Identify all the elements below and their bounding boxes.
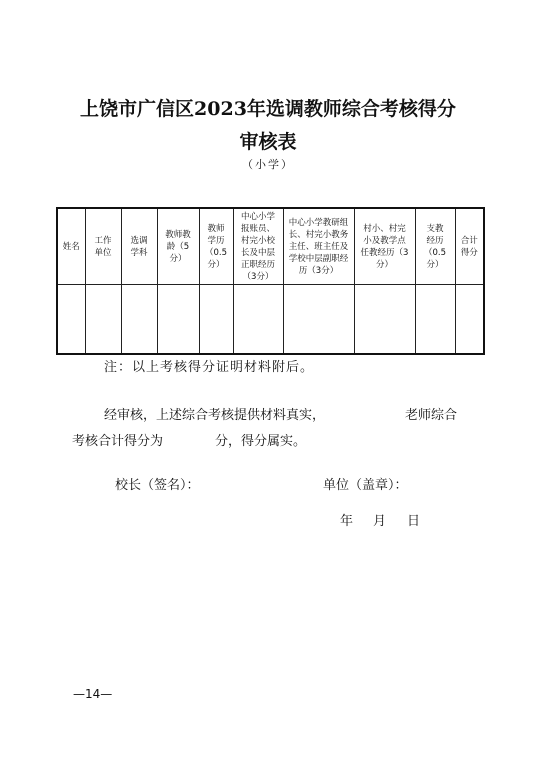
- statement-part1: 经审核，上述综合考核提供材料真实，: [104, 408, 326, 423]
- cell-teaching-years[interactable]: [157, 285, 199, 355]
- table-note: 注：以上考核得分证明材料附后。: [104, 360, 315, 375]
- cell-village-teaching-experience[interactable]: [354, 285, 415, 355]
- document-title-line2: 审核表: [239, 131, 297, 153]
- page-number: —14—: [73, 687, 113, 701]
- header-total-score: 合计得分: [455, 208, 484, 285]
- cell-total-score[interactable]: [455, 285, 484, 355]
- document-title-line1: 上饶市广信区2023年选调教师综合考核得分: [80, 98, 456, 120]
- date-day-label: 日: [407, 514, 421, 529]
- header-teaching-years: 教师教龄（5分）: [157, 208, 199, 285]
- header-accountant-principal-experience: 中心小学报账员、村完小校长及中层正职经历（3分）: [233, 208, 283, 285]
- cell-research-leader-experience[interactable]: [283, 285, 354, 355]
- header-research-leader-experience: 中心小学教研组长、村完小教务主任、班主任及学校中层副职经历（3分）: [283, 208, 354, 285]
- statement-part3: 考核合计得分为: [72, 434, 164, 449]
- document-subtitle: （小学）: [242, 158, 294, 171]
- header-work-unit: 工作单位: [85, 208, 121, 285]
- review-table: [56, 207, 485, 355]
- unit-seal-label: 单位（盖章）：: [323, 478, 408, 493]
- header-name: 姓名: [57, 208, 85, 285]
- header-village-teaching-experience: 村小、村完小及教学点任教经历（3分）: [354, 208, 415, 285]
- date-year-label: 年: [340, 514, 354, 529]
- cell-accountant-principal-experience[interactable]: [233, 285, 283, 355]
- cell-support-teaching[interactable]: [415, 285, 455, 355]
- table-row: [57, 285, 484, 355]
- statement-part4: 分，得分属实。: [215, 434, 307, 449]
- principal-signature-label: 校长（签名）：: [115, 478, 200, 493]
- table-header-row: [57, 208, 484, 285]
- header-support-teaching: 支教经历（0.5分）: [415, 208, 455, 285]
- date-month-label: 月: [373, 514, 387, 529]
- cell-education[interactable]: [199, 285, 233, 355]
- header-subject: 选调学科: [121, 208, 157, 285]
- header-education: 教师学历（0.5分）: [199, 208, 233, 285]
- statement-part2: 老师综合: [405, 408, 458, 423]
- cell-name[interactable]: [57, 285, 85, 355]
- cell-work-unit[interactable]: [85, 285, 121, 355]
- cell-subject[interactable]: [121, 285, 157, 355]
